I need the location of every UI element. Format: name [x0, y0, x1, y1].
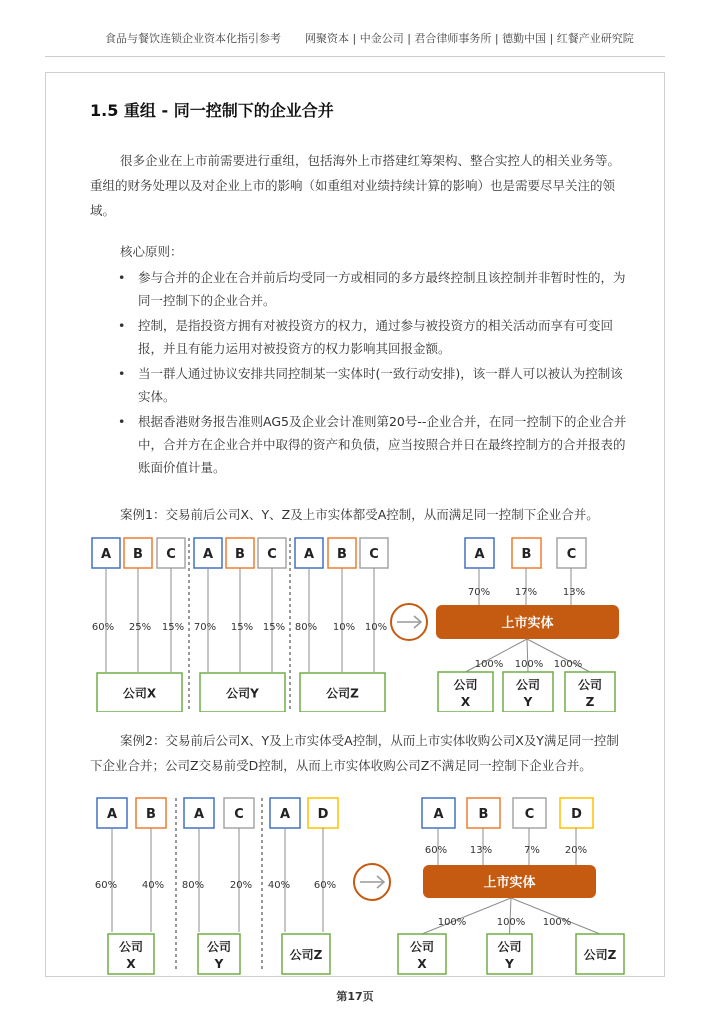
header-divider: [45, 56, 665, 57]
percentage-label: 100%: [553, 659, 583, 670]
percentage-label: 60%: [91, 622, 115, 633]
shareholder-label: C: [234, 807, 244, 822]
company-label: 公司: [497, 940, 522, 954]
percentage-label: 60%: [424, 845, 448, 856]
percentage-label: 100%: [474, 659, 504, 670]
percentage-label: 70%: [467, 587, 491, 598]
principle-item: • 参与合并的企业在合并前后均受同一方或相同的多方最终控制且该控制并非暂时性的，为同一控制下的企业合并。: [118, 266, 633, 312]
connector-line: [510, 898, 512, 934]
company-label: 公司: [453, 678, 478, 692]
percentage-label: 40%: [141, 880, 165, 891]
percentage-label: 15%: [230, 622, 254, 633]
principle-label: 核心原则：: [120, 244, 183, 259]
percentage-label: 60%: [94, 880, 118, 891]
principle-item: • 当一群人通过协议安排共同控制某一实体时(一致行动安排)，该一群人可以被认为控制该实体。: [118, 362, 633, 408]
case2-text: 案例2：交易前后公司X、Y及上市实体受A控制，从而上市实体收购公司X及Y满足同一控制下企业合并；公司Z交易前受D控制，从而上市实体收购公司Z不满足同一控制下企业合并。: [90, 733, 619, 773]
percentage-label: 60%: [313, 880, 337, 891]
connector-line: [511, 898, 600, 934]
percentage-label: 80%: [294, 622, 318, 633]
company-label: X: [460, 695, 471, 709]
case2-diagram: [0, 792, 710, 977]
company-label: 公司Z: [326, 686, 359, 701]
listed-entity-label: 上市实体: [483, 875, 536, 891]
shareholder-label: C: [566, 547, 577, 562]
percentage-label: 100%: [496, 917, 526, 928]
percentage-label: 15%: [161, 622, 185, 633]
company-label: 公司X: [122, 686, 157, 701]
company-label: 公司: [515, 678, 541, 692]
shareholder-label: B: [146, 807, 156, 822]
percentage-label: 80%: [181, 880, 205, 891]
shareholder-label: C: [166, 547, 176, 562]
shareholder-label: B: [478, 807, 489, 822]
shareholder-label: A: [202, 547, 214, 562]
shareholder-label: B: [337, 547, 347, 562]
company-label: 公司: [577, 678, 603, 692]
company-label: 公司Y: [226, 686, 259, 701]
shareholder-label: C: [267, 547, 277, 562]
percentage-label: 100%: [437, 917, 467, 928]
shareholder-label: A: [193, 807, 205, 822]
percentage-label: 7%: [524, 845, 540, 856]
percentage-label: 40%: [267, 880, 291, 891]
principle-item: • 根据香港财务报告准则AG5及企业会计准则第20号--企业合并，在同一控制下的企业合并中，合并方在企业合并中取得的资产和负债，应当按照合并日在最终控制方的合并报表的账面价值计量。: [118, 410, 633, 479]
percentage-label: 10%: [364, 622, 388, 633]
shareholder-label: A: [303, 547, 315, 562]
page-header: [0, 30, 710, 52]
percentage-label: 17%: [514, 587, 538, 598]
listed-entity-label: 上市实体: [501, 616, 554, 631]
company-label: Y: [214, 957, 224, 971]
page-number: 第17页: [336, 990, 374, 1003]
shareholder-label: B: [521, 547, 532, 562]
percentage-label: 15%: [262, 622, 286, 633]
company-label: 公司: [118, 940, 144, 954]
percentage-label: 13%: [562, 587, 586, 598]
company-label: Y: [505, 957, 514, 971]
shareholder-label: A: [100, 547, 112, 562]
principle-item: • 控制，是指投资方拥有对被投资方的权力，通过参与被投资方的相关活动而享有可变回报，并且有能力运用对被投资方的权力影响其回报金额。: [118, 314, 633, 360]
percentage-label: 100%: [542, 917, 572, 928]
shareholder-label: D: [571, 807, 582, 822]
shareholder-label: B: [235, 547, 245, 562]
shareholder-label: A: [474, 547, 485, 562]
company-label: Z: [585, 695, 595, 709]
header-doc-title: 食品与餐饮连锁企业资本化指引参考: [105, 32, 281, 45]
company-label: 公司Z: [289, 948, 323, 962]
company-label: X: [417, 957, 427, 971]
company-label: 公司: [409, 940, 435, 954]
case1-text: 案例1：交易前后公司X、Y、Z及上市实体都受A控制，从而满足同一控制下企业合并。: [120, 507, 599, 522]
percentage-label: 13%: [469, 845, 493, 856]
company-label: 公司: [206, 940, 232, 954]
company-label: X: [126, 957, 136, 971]
percentage-label: 20%: [564, 845, 588, 856]
shareholder-label: A: [433, 807, 444, 822]
shareholder-label: C: [524, 807, 535, 822]
shareholder-label: A: [279, 807, 291, 822]
connector-line: [422, 898, 511, 934]
shareholder-label: A: [106, 807, 118, 822]
percentage-label: 10%: [332, 622, 356, 633]
case1-diagram: [0, 532, 710, 712]
shareholder-label: B: [133, 547, 143, 562]
percentage-label: 20%: [229, 880, 253, 891]
section-title: 1.5 重组 - 同一控制下的企业合并: [90, 101, 334, 120]
percentage-label: 25%: [128, 622, 152, 633]
shareholder-label: D: [317, 807, 329, 822]
percentage-label: 100%: [514, 659, 544, 670]
company-label: Y: [523, 695, 533, 709]
shareholder-label: C: [369, 547, 379, 562]
percentage-label: 70%: [193, 622, 217, 633]
principle-list: [118, 266, 633, 481]
intro-paragraph: 很多企业在上市前需要进行重组，包括海外上市搭建红筹架构、整合实控人的相关业务等。重组的财务处理以及对企业上市的影响（如重组对业绩持续计算的影响）也是需要尽早关注的领域。: [90, 153, 621, 218]
company-label: 公司Z: [583, 948, 617, 962]
header-authors: 网聚资本 | 中金公司 | 君合律师事务所 | 德勤中国 | 红餐产业研究院: [305, 32, 634, 45]
